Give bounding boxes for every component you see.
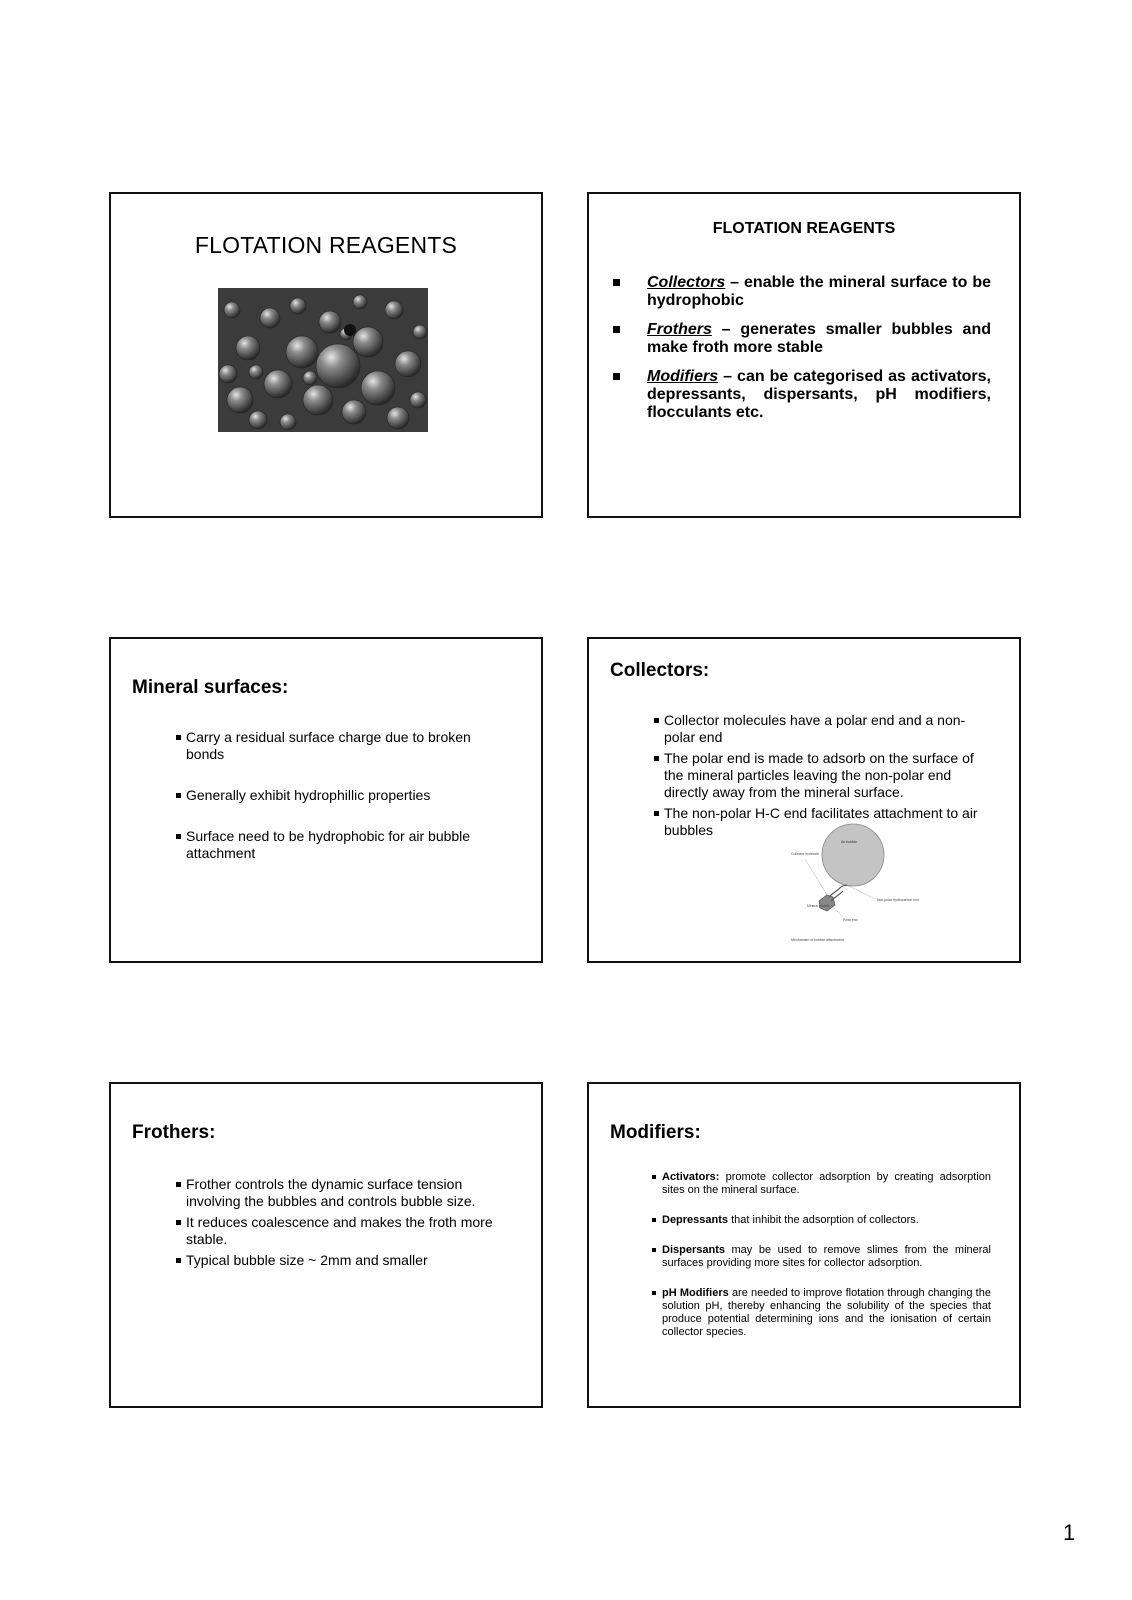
bullet-icon xyxy=(613,373,620,380)
slide-mineral-surfaces xyxy=(109,637,543,963)
list-item: Generally exhibit hydrophillic properties xyxy=(176,787,501,804)
list-item: The polar end is made to adsorb on the surface of the mineral particles leaving the non-polar end directly away from the mineral surface. xyxy=(654,750,995,801)
list-item: It reduces coalescence and makes the froth more stable. xyxy=(176,1214,511,1248)
bullet-icon xyxy=(654,811,659,816)
list-item: Typical bubble size ~ 2mm and smaller xyxy=(176,1252,511,1269)
mineral-particle-shape xyxy=(819,895,835,911)
air-bubble-shape xyxy=(822,824,884,886)
list-item: Carry a residual surface charge due to broken bonds xyxy=(176,729,501,763)
bullet-icon xyxy=(654,756,659,761)
list-item: Frothers – generates smaller bubbles and make froth more stable xyxy=(613,321,991,357)
diagram-label-collector: Collector molecule xyxy=(791,852,819,856)
diagram-label-nonpolar: Non-polar Hydrocarbon end xyxy=(877,898,919,902)
overview-heading: FLOTATION REAGENTS xyxy=(712,220,896,237)
slide-title-heading: FLOTATION REAGENTS xyxy=(194,232,458,258)
overview-list xyxy=(613,274,991,433)
diagram-label-mineral: Mineral particle xyxy=(807,904,830,908)
froth-photo xyxy=(218,288,428,432)
diagram-label-polar: Polar end xyxy=(843,918,858,922)
bullet-icon xyxy=(652,1291,656,1295)
slide-title xyxy=(109,192,543,518)
list-item: Depressants that inhibit the adsorption of collectors. xyxy=(652,1214,991,1227)
bubble-attachment-diagram xyxy=(789,823,989,947)
mineral-surfaces-list xyxy=(176,729,501,886)
bullet-icon xyxy=(176,1220,181,1225)
bullet-icon xyxy=(652,1175,656,1179)
page-number: 1 xyxy=(1063,1520,1076,1545)
frothers-list xyxy=(176,1176,511,1273)
list-item: Frother controls the dynamic surface tension involving the bubbles and controls bubble size. xyxy=(176,1176,511,1210)
mineral-surfaces-heading: Mineral surfaces: xyxy=(132,677,289,698)
bullet-icon xyxy=(176,834,181,839)
bullet-icon xyxy=(613,279,620,286)
slide-overview xyxy=(587,192,1021,518)
bullet-icon xyxy=(652,1248,656,1252)
list-item: Dispersants may be used to remove slimes from the mineral surfaces providing more sites for collector adsorption. xyxy=(652,1244,991,1270)
diagram-caption: Mechanism of bubble attachment xyxy=(791,938,844,942)
bullet-icon xyxy=(654,718,659,723)
slide-frothers xyxy=(109,1082,543,1408)
modifiers-heading: Modifiers: xyxy=(610,1122,701,1143)
modifiers-list xyxy=(652,1171,991,1356)
list-item: Collector molecules have a polar end and a non-polar end xyxy=(654,712,995,746)
list-item: Collectors – enable the mineral surface to be hydrophobic xyxy=(613,274,991,310)
collectors-heading: Collectors: xyxy=(610,660,710,681)
list-item: pH Modifiers are needed to improve flotation through changing the solution pH, thereby enhancing the solubility of the species that produce potential determining ions and the ionisation of certain collector species. xyxy=(652,1287,991,1339)
bullet-icon xyxy=(613,326,620,333)
slide-modifiers xyxy=(587,1082,1021,1408)
list-item: Activators: promote collector adsorption by creating adsorption sites on the mineral surface. xyxy=(652,1171,991,1197)
bullet-icon xyxy=(176,1258,181,1263)
diagram-label-bubble: Air bubble xyxy=(841,840,858,844)
list-item: Surface need to be hydrophobic for air bubble attachment xyxy=(176,828,501,862)
bullet-icon xyxy=(176,735,181,740)
bullet-icon xyxy=(176,1182,181,1187)
bullet-icon xyxy=(176,793,181,798)
frothers-heading: Frothers: xyxy=(132,1122,216,1143)
list-item: Modifiers – can be categorised as activators, depressants, dispersants, pH modifiers, flocculants etc. xyxy=(613,368,991,422)
bullet-icon xyxy=(652,1218,656,1222)
slide-collectors xyxy=(587,637,1021,963)
list-item: The non-polar H-C end facilitates attachment to air bubbles xyxy=(654,805,995,839)
